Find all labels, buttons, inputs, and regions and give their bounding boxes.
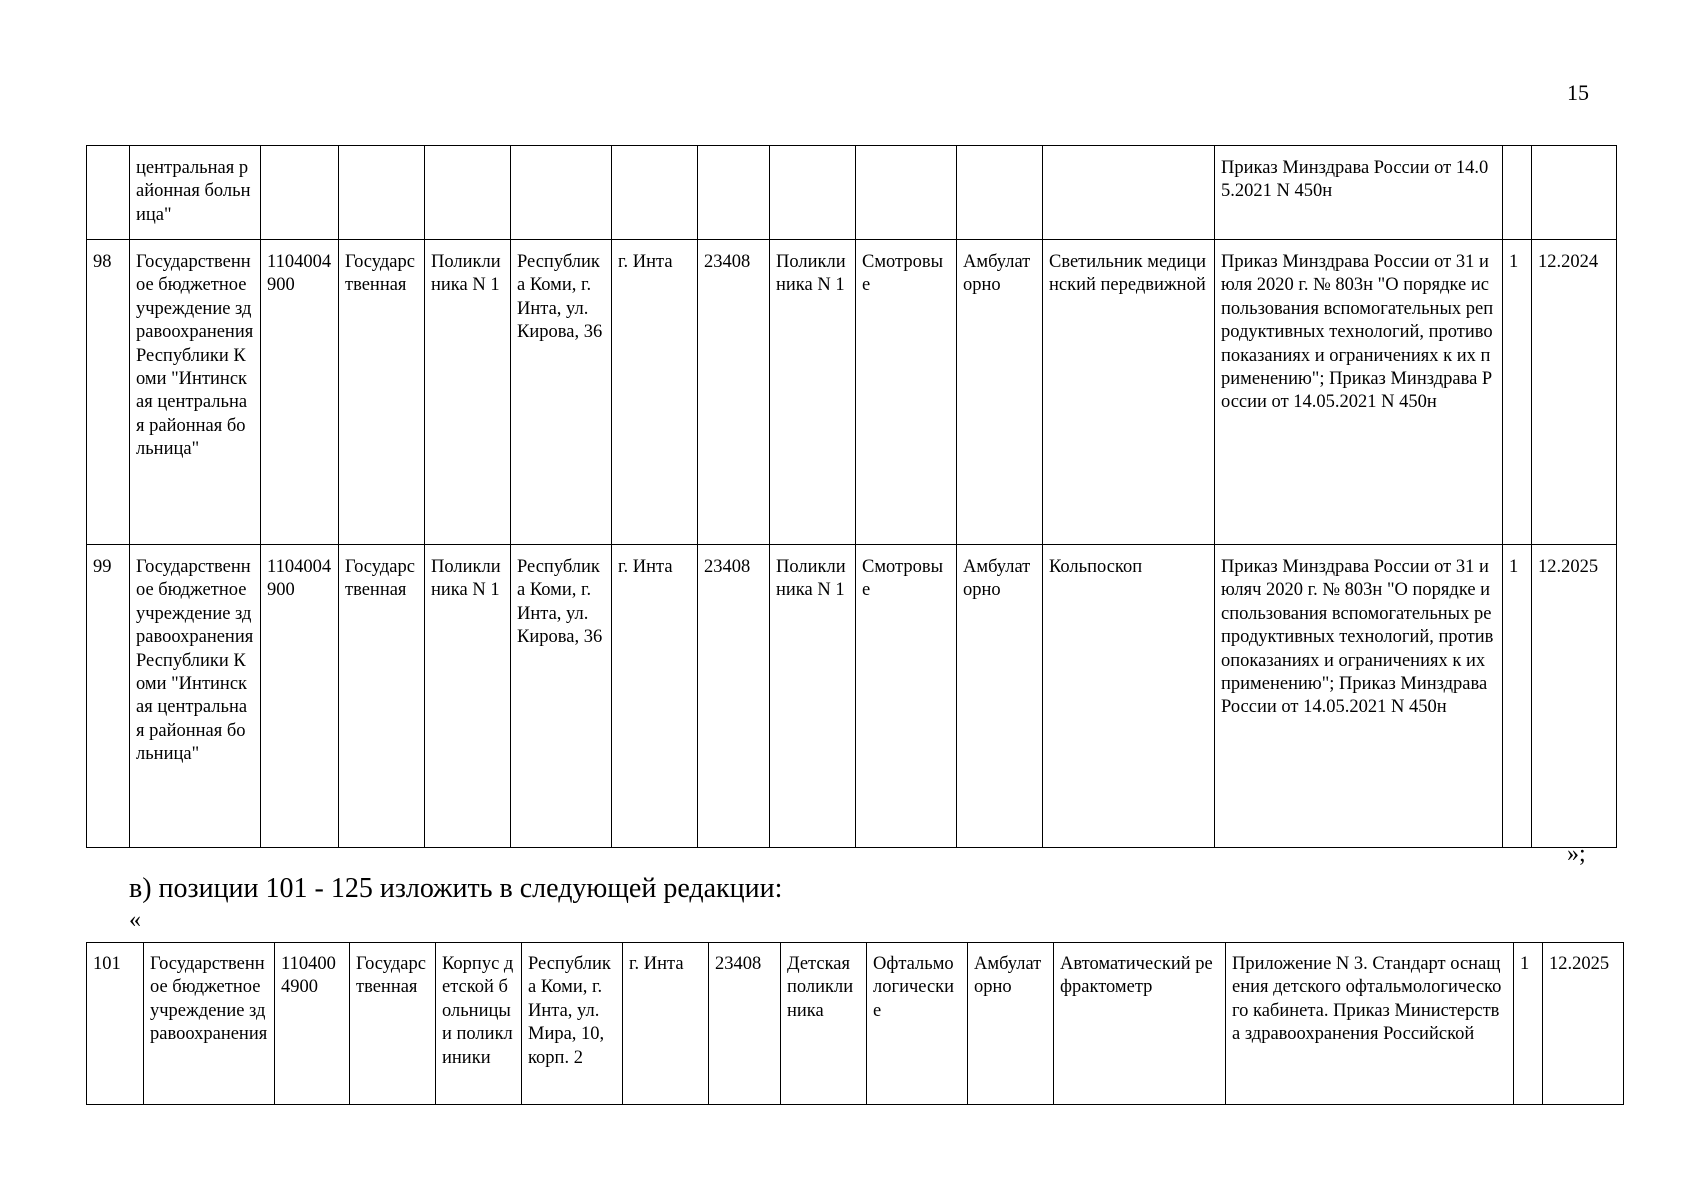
cell-quantity: 1 xyxy=(1503,545,1532,848)
cell-city: г. Инта xyxy=(612,545,698,848)
cell-care-type: Амбулаторно xyxy=(957,240,1043,545)
cell-equipment: Автоматический рефрактометр xyxy=(1054,943,1226,1105)
equipment-table-continuation xyxy=(86,145,1617,848)
cell-oktmo: 23408 xyxy=(698,545,770,848)
cell-ownership: Государственная xyxy=(350,943,436,1105)
cell-number xyxy=(87,146,130,240)
cell-address: Республика Коми, г. Инта, ул. Кирова, 36 xyxy=(511,240,612,545)
cell-care-type xyxy=(957,146,1043,240)
cell-equipment: Кольпоскоп xyxy=(1043,545,1215,848)
cell-care-type: Амбулаторно xyxy=(957,545,1043,848)
table-row xyxy=(87,146,1617,240)
page-number: 15 xyxy=(1567,80,1589,105)
cell-organization: центральная районная больница" xyxy=(130,146,261,240)
cell-address: Республика Коми, г. Инта, ул. Мира, 10, корп. 2 xyxy=(522,943,623,1105)
cell-quantity: 1 xyxy=(1514,943,1543,1105)
cell-city xyxy=(612,146,698,240)
table-row xyxy=(87,240,1617,545)
cell-number: 101 xyxy=(87,943,144,1105)
cell-address: Республика Коми, г. Инта, ул. Кирова, 36 xyxy=(511,545,612,848)
cell-date xyxy=(1532,146,1617,240)
cell-date: 12.2025 xyxy=(1543,943,1624,1105)
cell-department xyxy=(770,146,856,240)
cell-equipment: Светильник медицинский передвижной xyxy=(1043,240,1215,545)
amendment-instruction: в) позиции 101 - 125 изложить в следующей редакции: xyxy=(129,873,783,904)
cell-city: г. Инта xyxy=(623,943,709,1105)
equipment-table-new-positions xyxy=(86,942,1624,1105)
cell-building: Корпус детской больницы и поликлиники xyxy=(436,943,522,1105)
cell-number: 99 xyxy=(87,545,130,848)
cell-organization: Государственное бюджетное учреждение здравоохранения xyxy=(144,943,275,1105)
cell-legal-basis: Приказ Минздрава России от 31 июля 2020 г. № 803н "О порядке использования вспомогательных репродуктивных технологий, противопоказаниях и ограничениях к их применению"; Приказ Минздрава России от 14.05.2021 N 450н xyxy=(1215,240,1503,545)
cell-date: 12.2024 xyxy=(1532,240,1617,545)
cell-building: Поликлиника N 1 xyxy=(425,240,511,545)
cell-department: Детская поликлиника xyxy=(781,943,867,1105)
cell-department: Поликлиника N 1 xyxy=(770,240,856,545)
opening-quote: « xyxy=(129,907,141,933)
cell-ownership: Государственная xyxy=(339,240,425,545)
cell-date: 12.2025 xyxy=(1532,545,1617,848)
cell-inn: 1104004900 xyxy=(275,943,350,1105)
cell-equipment xyxy=(1043,146,1215,240)
cell-building: Поликлиника N 1 xyxy=(425,545,511,848)
cell-legal-basis: Приказ Минздрава России от 14.05.2021 N 450н xyxy=(1215,146,1503,240)
cell-oktmo: 23408 xyxy=(709,943,781,1105)
cell-number: 98 xyxy=(87,240,130,545)
cell-organization: Государственное бюджетное учреждение здравоохранения Республики Коми "Интинская центральная районная больница" xyxy=(130,545,261,848)
cell-inn: 1104004900 xyxy=(261,545,339,848)
cell-ownership: Государственная xyxy=(339,545,425,848)
cell-room: Офтальмологические xyxy=(867,943,968,1105)
cell-organization: Государственное бюджетное учреждение здравоохранения Республики Коми "Интинская центральная районная больница" xyxy=(130,240,261,545)
cell-oktmo xyxy=(698,146,770,240)
cell-room xyxy=(856,146,957,240)
cell-city: г. Инта xyxy=(612,240,698,545)
closing-quote: »; xyxy=(1567,841,1586,867)
table-row xyxy=(87,545,1617,848)
cell-care-type: Амбулаторно xyxy=(968,943,1054,1105)
cell-room: Смотровые xyxy=(856,545,957,848)
cell-oktmo: 23408 xyxy=(698,240,770,545)
cell-address xyxy=(511,146,612,240)
cell-quantity xyxy=(1503,146,1532,240)
cell-quantity: 1 xyxy=(1503,240,1532,545)
table-row xyxy=(87,943,1624,1105)
cell-inn: 1104004900 xyxy=(261,240,339,545)
cell-department: Поликлиника N 1 xyxy=(770,545,856,848)
cell-ownership xyxy=(339,146,425,240)
cell-legal-basis: Приказ Минздрава России от 31 июляч 2020 г. № 803н "О порядке использования вспомогательных репродуктивных технологий, противопоказаниях и ограничениях к их применению"; Приказ Минздрава России от 14.05.2021 N 450н xyxy=(1215,545,1503,848)
cell-inn xyxy=(261,146,339,240)
cell-legal-basis: Приложение N 3. Стандарт оснащения детского офтальмологического кабинета. Приказ Министерства здравоохранения Российской xyxy=(1226,943,1514,1105)
cell-room: Смотровые xyxy=(856,240,957,545)
cell-building xyxy=(425,146,511,240)
